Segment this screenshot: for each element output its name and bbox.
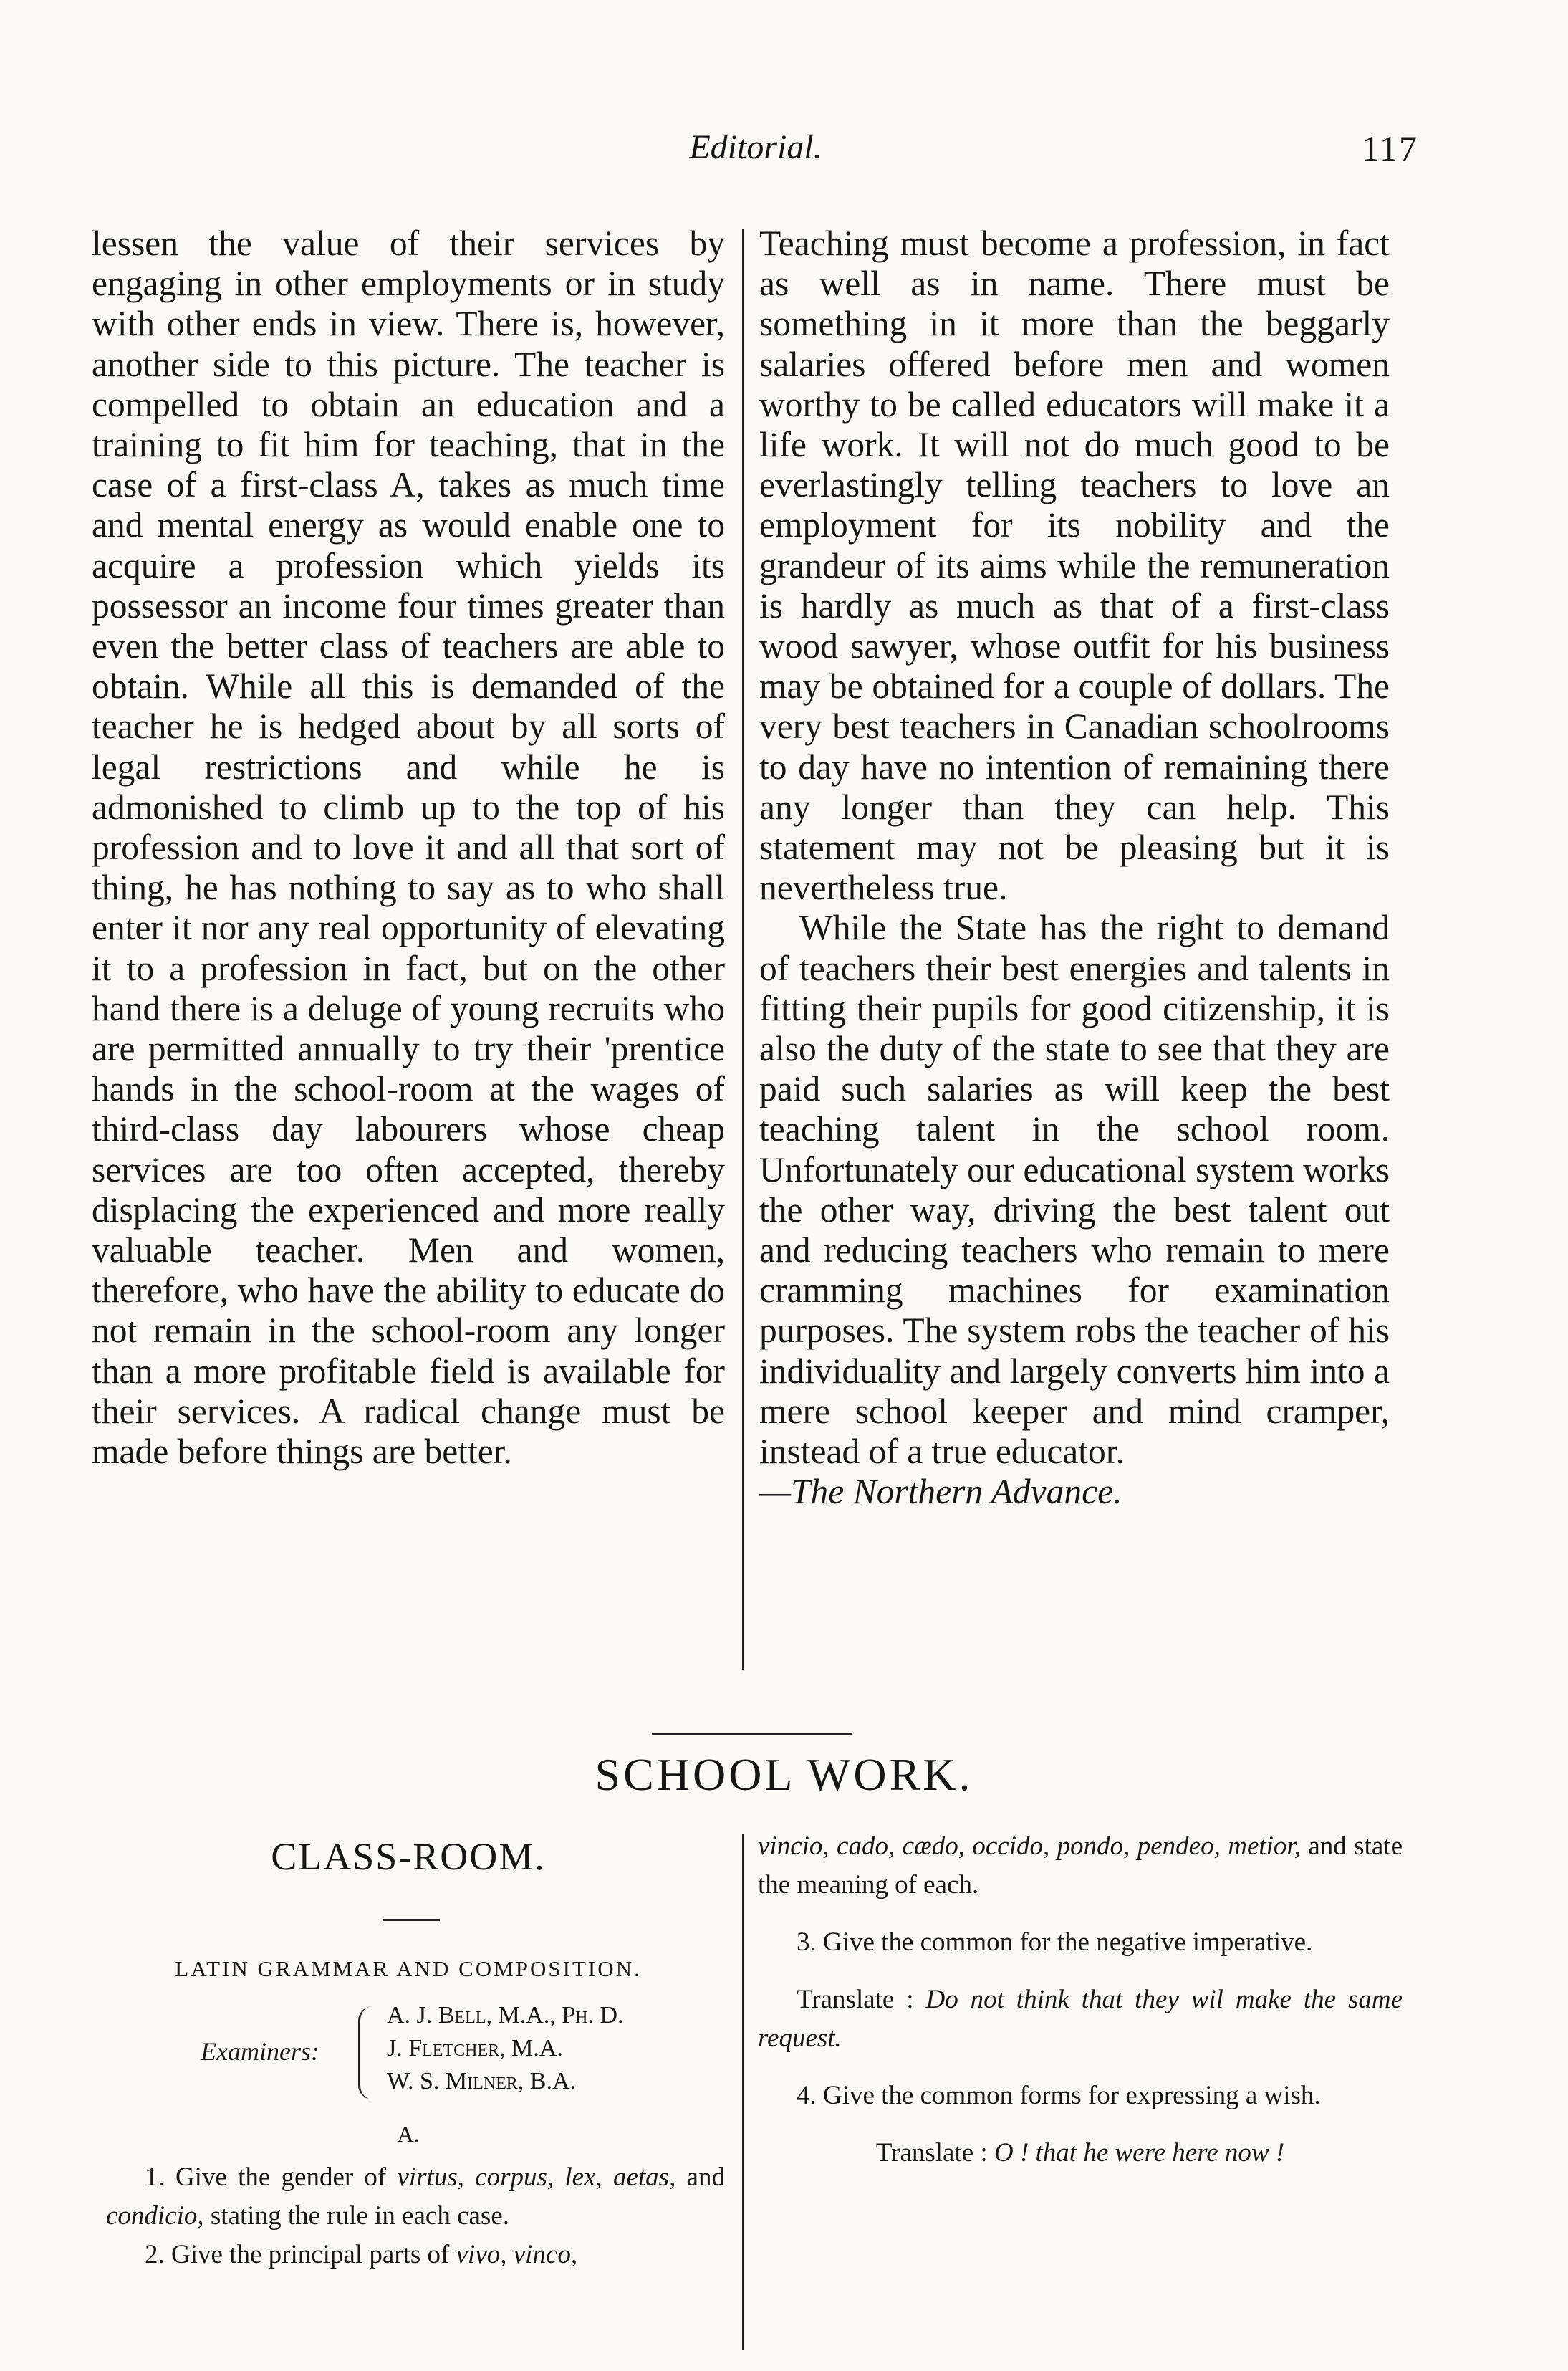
question-4-translate	[758, 2134, 1403, 2173]
q1-and: and	[675, 2162, 725, 2192]
examiner-name: A. J. Bell, M.A., Ph. D.	[387, 2002, 624, 2028]
q4-translate-text: O ! that he were here now !	[994, 2138, 1285, 2168]
left-paragraph: lessen the value of their services by engaging in other employments or in study with other ends in view. There is, however, another side to this picture. The teacher is compelled to obtain an education and a training to fit him for teaching, that in the case of a first-class A, takes as much time and mental energy as would enable one to acquire a profession which yields its possessor an income four times greater than even the better class of teachers are able to obtain. While all this is demanded of the teacher he is hedged about by all sorts of legal restrictions and while he is admonished to climb up to the top of his profession and to love it and all that sort of thing, he has nothing to say as to who shall enter it nor any real opportunity of elevating it to a profession in fact, but on the other hand there is a deluge of young recruits who are permitted annually to try their 'prentice hands in the school-room at the wages of third-class day labourers whose cheap services are too often accepted, thereby displacing the experienced and more really valuable teacher. Men and women, therefore, who have the ability to educate do not remain in the school-room any longer than a more profitable field is available for their services. A radical change must be made before things are better.	[92, 224, 725, 1472]
q1-words: virtus, corpus, lex, aetas,	[397, 2162, 676, 2192]
subsection-rule	[383, 1919, 440, 1921]
section-title: SCHOOL WORK.	[595, 1749, 973, 1800]
q2-prefix: 2. Give the principal parts of	[145, 2240, 456, 2269]
column-divider-lower	[742, 1834, 744, 2350]
examiners-label: Examiners:	[201, 2037, 319, 2066]
examiners-block	[201, 1999, 745, 2114]
running-head-title: Editorial.	[689, 128, 822, 166]
question-2	[106, 2236, 725, 2274]
question-2-continued	[758, 1827, 1403, 1905]
section-a-label: A.	[397, 2121, 420, 2147]
brace	[358, 2006, 377, 2099]
subsection-title: CLASS-ROOM.	[271, 1835, 546, 1878]
q1-suffix: stating the rule in each case.	[203, 2201, 510, 2231]
questions-left	[106, 2158, 725, 2274]
question-1	[106, 2158, 725, 2236]
subject-heading: LATIN GRAMMAR AND COMPOSITION.	[175, 1956, 642, 1981]
question-4: 4. Give the common forms for expressing a wish.	[797, 2081, 1321, 2110]
q1-prefix: 1. Give the gender of	[145, 2162, 398, 2192]
page-number: 117	[1361, 128, 1418, 168]
q2-cont-suffix: and state the meaning of each.	[758, 1831, 1403, 1900]
column-divider	[742, 229, 744, 1670]
attribution	[759, 1472, 1390, 1512]
examiner-name: W. S. Milner, B.A.	[387, 2068, 576, 2094]
question-3: 3. Give the common for the negative imperative.	[797, 1927, 1313, 1957]
right-paragraph-1: Teaching must become a profession, in fact as well as in name. There must be something in it more than the beggarly salaries offered before men and women worthy to be called educators will make it a life work. It will not do much good to be everlastingly telling teachers to love an employment for its nobility and the grandeur of its aims while the remuneration is hardly as much as that of a first-class wood sawyer, whose outfit for his business may be obtained for a couple of dollars. The very best teachers in Canadian schoolrooms to day have no intention of remaining there any longer than they can help. This statement may not be pleasing but it is nevertheless true.	[759, 224, 1390, 908]
right-paragraph-2: While the State has the right to demand of teachers their best energies and talents in fitting their pupils for good citizenship, it is also the duty of the state to see that they are paid such salaries as will keep the best teaching talent in the school room. Unfortunately our educational system works the other way, driving the best talent out and reducing teachers who remain to mere cramming machines for examination purposes. The system robs the teacher of his individuality and largely converts him into a mere school keeper and mind cramper, instead of a true educator.	[759, 908, 1390, 1472]
examiners-list	[387, 1999, 624, 2098]
section-rule	[652, 1733, 852, 1735]
examiner-name: J. Fletcher, M.A.	[387, 2035, 563, 2061]
q2-words: vivo, vinco,	[456, 2240, 578, 2269]
left-column	[92, 224, 725, 1472]
q2-cont-words: vincio, cado, cædo, occido, pondo, pendeo, metior,	[758, 1831, 1301, 1861]
attribution-text: —The Northern Advance.	[759, 1472, 1122, 1512]
running-head	[93, 128, 1418, 185]
q3-translate-text: Do not think that they wil make the same request.	[758, 1985, 1403, 2053]
q4-translate-label: Translate :	[875, 2138, 994, 2168]
q1-last: condicio,	[106, 2201, 204, 2231]
questions-right	[758, 1827, 1403, 2173]
q3-translate-label: Translate :	[797, 1985, 926, 2014]
question-3-translate	[758, 1980, 1403, 2058]
right-column	[759, 224, 1390, 1513]
